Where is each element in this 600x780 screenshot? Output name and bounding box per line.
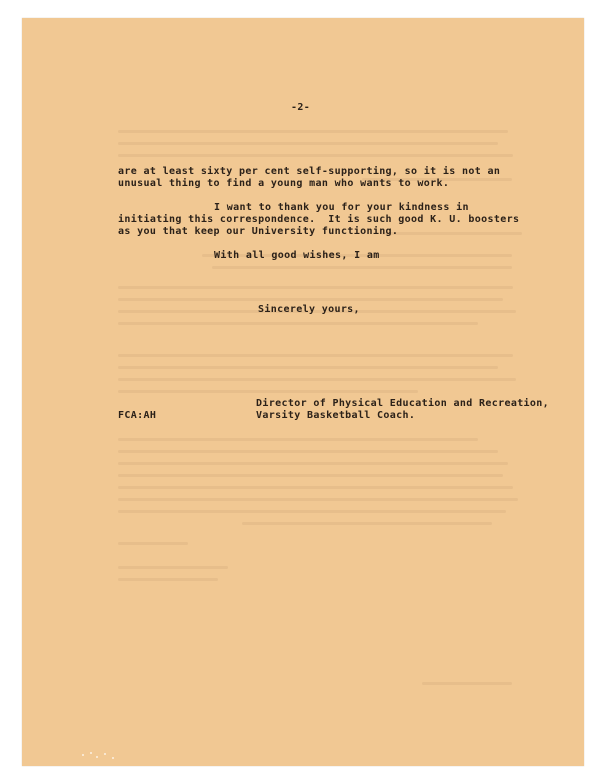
body-line: as you that keep our University functioning. bbox=[118, 226, 399, 237]
complimentary-closing: Sincerely yours, bbox=[258, 304, 360, 315]
body-line: are at least sixty per cent self-supporting, so it is not an bbox=[118, 166, 501, 177]
page-number: -2- bbox=[291, 102, 311, 113]
signature-title-line: Director of Physical Education and Recreation, bbox=[256, 398, 550, 409]
body-line: unusual thing to find a young man who wants to work. bbox=[118, 178, 450, 189]
paper-specks bbox=[82, 748, 122, 764]
body-line: I want to thank you for your kindness in bbox=[214, 202, 469, 213]
reference-initials: FCA:AH bbox=[118, 410, 157, 421]
body-line: With all good wishes, I am bbox=[214, 250, 380, 261]
letter-page bbox=[22, 18, 584, 766]
body-line: initiating this correspondence. It is such good K. U. boosters bbox=[118, 214, 520, 225]
signature-title-line: Varsity Basketball Coach. bbox=[256, 410, 416, 421]
